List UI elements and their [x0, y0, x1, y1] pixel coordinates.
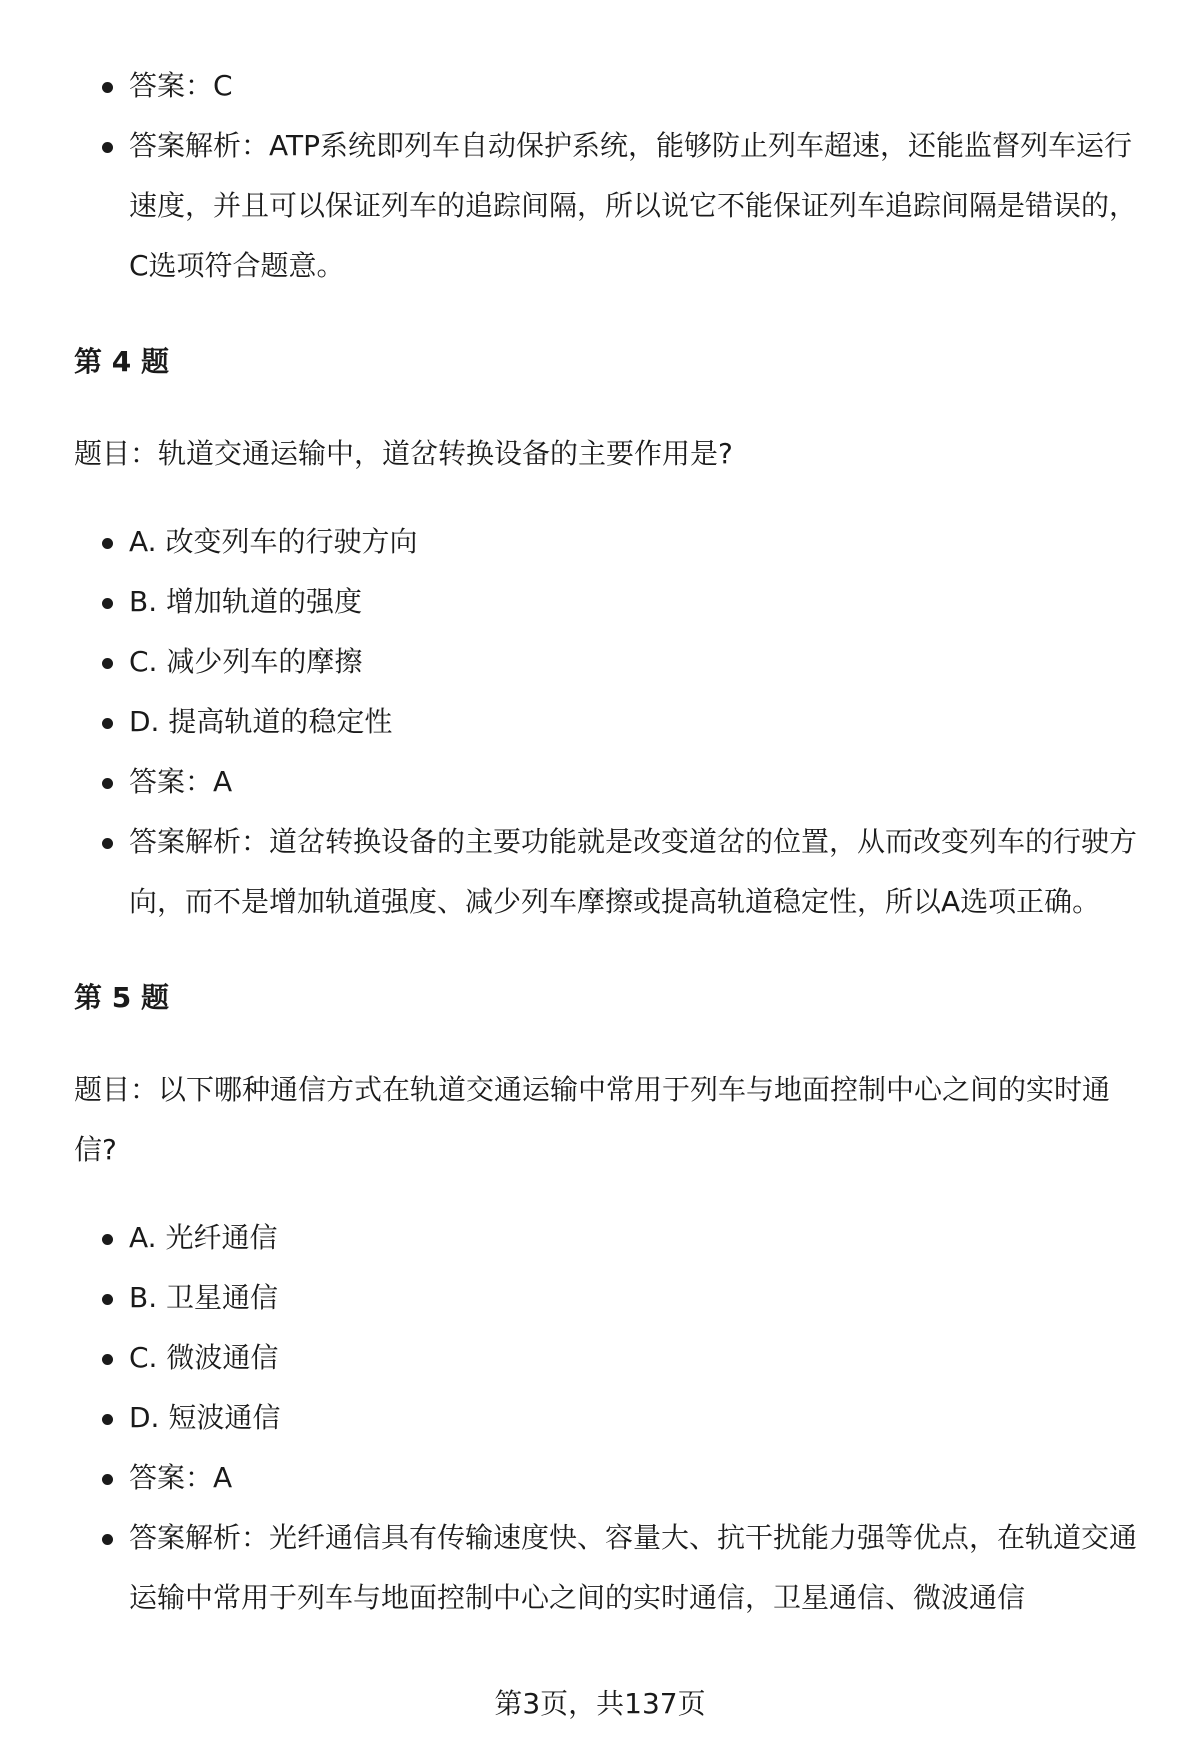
question-5-text: 题目：以下哪种通信方式在轨道交通运输中常用于列车与地面控制中心之间的实时通信? — [74, 1073, 1111, 1166]
explanation-item: 答案解析：ATP系统即列车自动保护系统，能够防止列车超速，还能监督列车运行速度，并且可以保证列车的追踪间隔，所以说它不能保证列车追踪间隔是错误的，C选项符合题意。 — [102, 116, 1140, 296]
answer-item: 答案：A — [102, 752, 1140, 812]
option-b: B. 增加轨道的强度 — [102, 572, 1140, 632]
question-4-options — [102, 512, 1140, 932]
question-4-text: 题目：轨道交通运输中，道岔转换设备的主要作用是? — [74, 437, 733, 470]
prev-question-answer-list — [102, 56, 1140, 296]
explanation-item: 答案解析：光纤通信具有传输速度快、容量大、抗干扰能力强等优点，在轨道交通运输中常用于列车与地面控制中心之间的实时通信，卫星通信、微波通信 — [102, 1508, 1140, 1628]
option-c: C. 减少列车的摩擦 — [102, 632, 1140, 692]
option-a: A. 改变列车的行驶方向 — [102, 512, 1140, 572]
question-4-heading: 第 4 题 — [74, 345, 169, 378]
option-c: C. 微波通信 — [102, 1328, 1140, 1388]
option-a: A. 光纤通信 — [102, 1208, 1140, 1268]
answer-item: 答案：C — [102, 56, 1140, 116]
answer-item: 答案：A — [102, 1448, 1140, 1508]
option-d: D. 提高轨道的稳定性 — [102, 692, 1140, 752]
question-5-options — [102, 1208, 1140, 1628]
question-5-heading: 第 5 题 — [74, 981, 169, 1014]
option-d: D. 短波通信 — [102, 1388, 1140, 1448]
explanation-item: 答案解析：道岔转换设备的主要功能就是改变道岔的位置，从而改变列车的行驶方向，而不是增加轨道强度、减少列车摩擦或提高轨道稳定性，所以A选项正确。 — [102, 812, 1140, 932]
option-b: B. 卫星通信 — [102, 1268, 1140, 1328]
page-number: 第3页，共137页 — [494, 1687, 706, 1720]
